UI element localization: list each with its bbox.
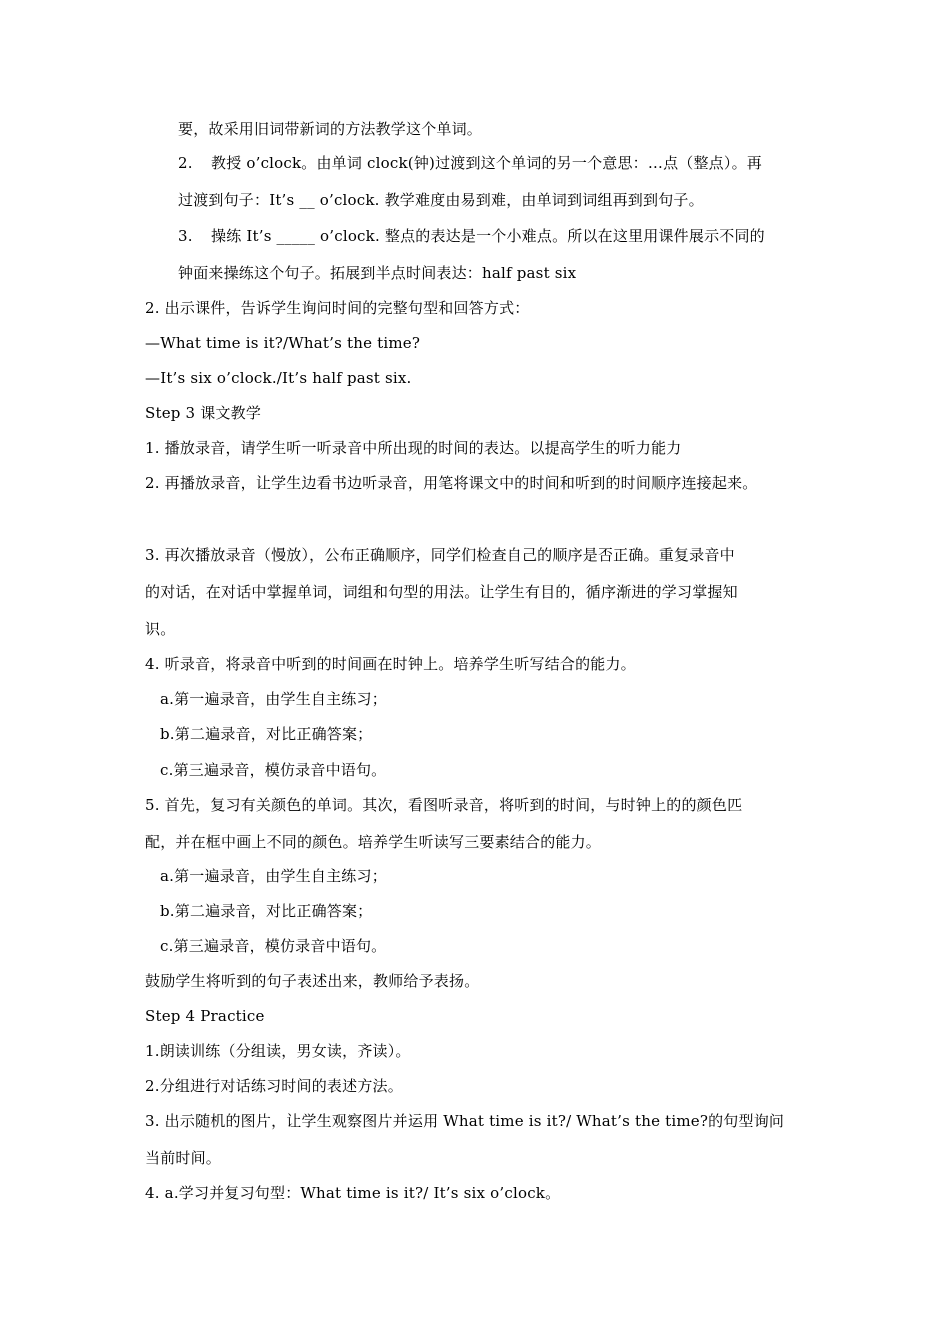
- text-line: 过渡到句子：It’s __ o’clock. 教学难度由易到难，由单词到词组再到到句子。: [178, 191, 704, 209]
- text-line: 5. 首先，复习有关颜色的单词。其次，看图听录音，将听到的时间，与时钟上的的颜色匹: [145, 796, 743, 814]
- numbered-item: 2. 教授 o’clock。由单词 clock(钟)过渡到这个单词的另一个意思：…点（整点）。再: [178, 154, 762, 172]
- section-heading: Step 3 课文教学: [145, 404, 262, 422]
- text-line: 的对话，在对话中掌握单词，词组和句型的用法。让学生有目的，循序渐进的学习掌握知: [145, 583, 738, 601]
- list-item: b.第二遍录音，对比正确答案；: [160, 725, 373, 743]
- text-line: 3. 再次播放录音（慢放），公布正确顺序，同学们检查自己的顺序是否正确。重复录音中: [145, 546, 735, 564]
- text-line: —What time is it?/What’s the time?: [145, 334, 421, 352]
- list-item: a.第一遍录音，由学生自主练习；: [160, 690, 387, 708]
- section-heading: Step 4 Practice: [145, 1007, 265, 1025]
- text-line: 鼓励学生将听到的句子表述出来，教师给予表扬。: [145, 972, 480, 990]
- list-item: a.第一遍录音，由学生自主练习；: [160, 867, 387, 885]
- text-line: 钟面来操练这个句子。拓展到半点时间表达：half past six: [178, 264, 577, 282]
- text-line: 2.分组进行对话练习时间的表述方法。: [145, 1077, 403, 1095]
- list-item: b.第二遍录音，对比正确答案；: [160, 902, 373, 920]
- text-line: 2. 出示课件，告诉学生询问时间的完整句型和回答方式：: [145, 299, 530, 317]
- text-line: 要，故采用旧词带新词的方法教学这个单词。: [178, 120, 483, 138]
- item-number: 3.: [178, 227, 193, 245]
- numbered-item: 3. 操练 It’s _____ o’clock. 整点的表达是一个小难点。所以在这里用课件展示不同的: [178, 227, 765, 245]
- text-line: 1. 播放录音，请学生听一听录音中所出现的时间的表达。以提高学生的听力能力: [145, 439, 682, 457]
- text-line: 4. a.学习并复习句型：What time is it?/ It’s six o’clock。: [145, 1184, 561, 1202]
- text-line: 3. 出示随机的图片，让学生观察图片并运用 What time is it?/ What’s the time?的句型询问: [145, 1112, 785, 1130]
- text-line: 当前时间。: [145, 1149, 222, 1167]
- text-line: 配，并在框中画上不同的颜色。培养学生听读写三要素结合的能力。: [145, 833, 602, 851]
- text-line: 1.朗读训练（分组读，男女读，齐读）。: [145, 1042, 411, 1060]
- list-item: c.第三遍录音，模仿录音中语句。: [160, 937, 387, 955]
- text-line: 识。: [145, 620, 176, 638]
- text-line: —It’s six o’clock./It’s half past six.: [145, 369, 412, 387]
- text-line: 2. 再播放录音，让学生边看书边听录音，用笔将课文中的时间和听到的时间顺序连接起来。: [145, 474, 758, 492]
- text-line: 4. 听录音，将录音中听到的时间画在时钟上。培养学生听写结合的能力。: [145, 655, 636, 673]
- item-number: 2.: [178, 154, 193, 172]
- list-item: c.第三遍录音，模仿录音中语句。: [160, 761, 387, 779]
